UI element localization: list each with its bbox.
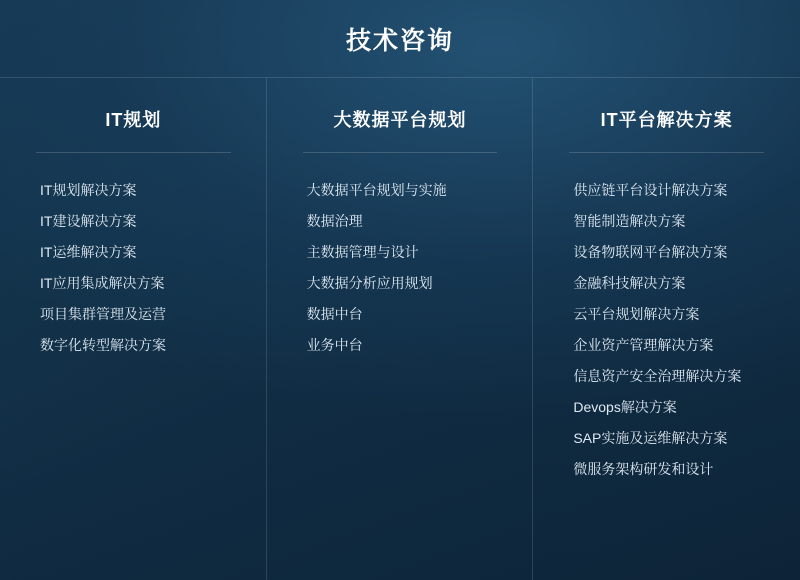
column-title-it-platform-solutions: IT平台解决方案: [600, 110, 733, 130]
column-title-divider: [36, 152, 231, 153]
list-item[interactable]: 大数据分析应用规划: [306, 275, 433, 291]
list-item[interactable]: 企业资产管理解决方案: [573, 337, 714, 353]
list-item[interactable]: 项目集群管理及运营: [40, 306, 166, 322]
list-item[interactable]: 金融科技解决方案: [573, 275, 686, 291]
category-columns: [0, 78, 800, 580]
list-item[interactable]: 微服务架构研发和设计: [573, 461, 714, 477]
list-item[interactable]: 数据中台: [306, 306, 363, 322]
list-item[interactable]: 设备物联网平台解决方案: [573, 244, 728, 260]
list-item[interactable]: 智能制造解决方案: [573, 213, 686, 229]
list-item[interactable]: IT运维解决方案: [40, 244, 137, 260]
list-item[interactable]: 信息资产安全治理解决方案: [573, 368, 742, 384]
column-title-it-planning: IT规划: [105, 110, 162, 130]
category-column-it-planning: [0, 78, 267, 580]
column-title-divider: [569, 152, 764, 153]
category-column-it-platform-solutions: [533, 78, 800, 580]
list-item[interactable]: IT建设解决方案: [40, 213, 137, 229]
list-item[interactable]: 主数据管理与设计: [306, 244, 419, 260]
link-list-it-planning: [36, 175, 231, 361]
column-title-divider: [303, 152, 498, 153]
list-item[interactable]: IT规划解决方案: [40, 182, 137, 198]
list-item[interactable]: SAP实施及运维解决方案: [573, 430, 728, 446]
list-item[interactable]: IT应用集成解决方案: [40, 275, 165, 291]
list-item[interactable]: 数据治理: [306, 213, 363, 229]
list-item[interactable]: 大数据平台规划与实施: [306, 182, 447, 198]
list-item[interactable]: 云平台规划解决方案: [573, 306, 700, 322]
panel-header: [0, 0, 800, 78]
link-list-it-platform-solutions: [569, 175, 764, 485]
link-list-big-data-platform: [303, 175, 498, 361]
page-title: 技术咨询: [345, 27, 454, 55]
list-item[interactable]: 数字化转型解决方案: [40, 337, 166, 353]
list-item[interactable]: 供应链平台设计解决方案: [573, 182, 728, 198]
list-item[interactable]: 业务中台: [306, 337, 363, 353]
list-item[interactable]: Devops解决方案: [573, 399, 677, 415]
column-title-big-data-platform: 大数据平台规划: [333, 110, 467, 130]
category-column-big-data-platform: [267, 78, 534, 580]
